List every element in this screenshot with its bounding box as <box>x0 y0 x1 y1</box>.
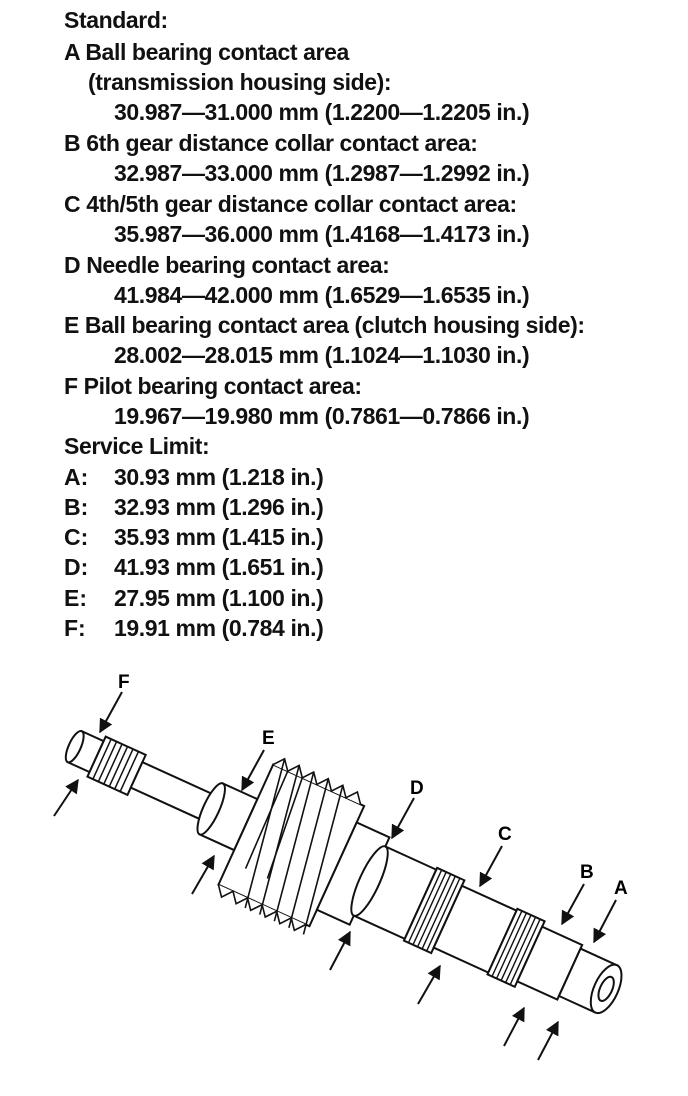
arrow-b-top <box>562 884 584 924</box>
spec-e-value: 28.002—28.015 mm (1.1024—1.1030 in.) <box>114 342 530 368</box>
spec-e-label: E Ball bearing contact area (clutch housing side): <box>64 312 585 338</box>
spec-f-value: 19.967—19.980 mm (0.7861—0.7866 in.) <box>114 403 530 429</box>
arrow-f-top <box>100 692 122 732</box>
limit-d-value: 41.93 mm (1.651 in.) <box>114 554 324 580</box>
callout-b: B <box>580 862 594 883</box>
limit-c-value: 35.93 mm (1.415 in.) <box>114 524 324 550</box>
arrow-c-bottom <box>418 966 440 1004</box>
spec-d-value: 41.984—42.000 mm (1.6529—1.6535 in.) <box>114 282 530 308</box>
mainshaft <box>38 675 649 1063</box>
limit-f-key: F: <box>64 615 86 641</box>
limit-b-key: B: <box>64 494 89 520</box>
spec-c-label: C 4th/5th gear distance collar contact area: <box>64 191 517 217</box>
arrow-a-bottom <box>538 1022 558 1060</box>
spec-a-label: A Ball bearing contact area <box>64 39 349 65</box>
service-limit-heading: Service Limit: <box>64 433 210 459</box>
arrow-d-bottom <box>330 932 350 970</box>
limit-a-key: A: <box>64 464 89 490</box>
limit-a-value: 30.93 mm (1.218 in.) <box>114 464 324 490</box>
callout-f: F <box>118 672 130 693</box>
spec-b-label: B 6th gear distance collar contact area: <box>64 130 478 156</box>
limit-e-key: E: <box>64 585 87 611</box>
arrow-e-top <box>242 750 264 790</box>
callout-a: A <box>614 878 628 899</box>
arrow-e-bottom <box>192 856 214 894</box>
limit-c-key: C: <box>64 524 89 550</box>
arrow-f-bottom <box>54 780 78 816</box>
callout-e: E <box>262 728 275 749</box>
spec-f-label: F Pilot bearing contact area: <box>64 373 362 399</box>
arrow-d-top <box>392 798 414 838</box>
arrow-c-top <box>480 846 502 886</box>
limit-d-key: D: <box>64 554 89 580</box>
spec-a-label-cont: (transmission housing side): <box>88 69 392 95</box>
limit-f-value: 19.91 mm (0.784 in.) <box>114 615 324 641</box>
limit-b-value: 32.93 mm (1.296 in.) <box>114 494 324 520</box>
callout-d: D <box>410 778 424 799</box>
arrow-b-bottom <box>504 1008 524 1046</box>
standard-heading: Standard: <box>64 7 168 33</box>
spec-a-value: 30.987—31.000 mm (1.2200—1.2205 in.) <box>114 99 530 125</box>
spec-d-label: D Needle bearing contact area: <box>64 252 390 278</box>
limit-e-value: 27.95 mm (1.100 in.) <box>114 585 324 611</box>
spec-b-value: 32.987—33.000 mm (1.2987—1.2992 in.) <box>114 160 530 186</box>
arrow-a-top <box>594 900 616 942</box>
spec-c-value: 35.987—36.000 mm (1.4168—1.4173 in.) <box>114 221 530 247</box>
callout-c: C <box>498 824 512 845</box>
